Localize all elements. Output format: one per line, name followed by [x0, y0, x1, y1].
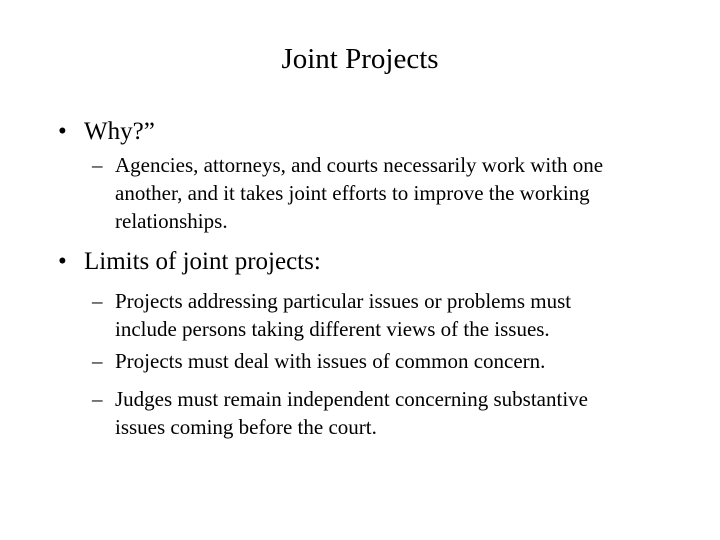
- subitem-line: issues coming before the court.: [115, 415, 377, 439]
- bullet-marker: •: [58, 248, 67, 275]
- bullet-why: [58, 117, 155, 147]
- subitem-line: include persons taking different views of the issues.: [115, 317, 550, 341]
- dash-marker: –: [92, 387, 103, 411]
- bullet-limits: [58, 247, 321, 277]
- subitem-common-concern: [92, 347, 545, 375]
- bullet-text: Limits of joint projects:: [84, 248, 321, 275]
- subitem-line: Agencies, attorneys, and courts necessarily work with one: [115, 153, 604, 177]
- subitem-line: another, and it takes joint efforts to improve the working: [115, 181, 590, 205]
- bullet-text: Why?”: [84, 118, 155, 145]
- subitem-agencies: [92, 151, 603, 235]
- dash-marker: –: [92, 349, 103, 373]
- dash-marker: –: [92, 153, 103, 177]
- slide-title: Joint Projects: [281, 43, 439, 75]
- dash-marker: –: [92, 289, 103, 313]
- subitem-line: Projects addressing particular issues or problems must: [115, 289, 572, 313]
- subitem-judges: [92, 385, 588, 441]
- subitem-line: relationships.: [115, 209, 228, 233]
- subitem-line: Judges must remain independent concerning substantive: [115, 387, 588, 411]
- subitem-projects-addressing: [92, 287, 571, 343]
- bullet-marker: •: [58, 118, 67, 145]
- subitem-line: Projects must deal with issues of common concern.: [115, 349, 546, 373]
